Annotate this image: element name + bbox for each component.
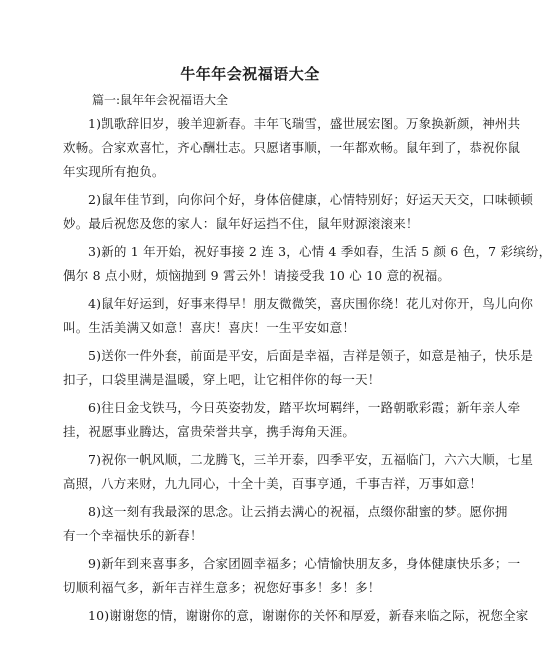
paragraph-line: 1)凯歌辞旧岁，骏羊迎新春。丰年飞瑞雪，盛世展宏图。万象换新颜，神州共 — [88, 116, 521, 131]
paragraph-line: 7)祝你一帆风顺，二龙腾飞，三羊开泰，四季平安，五福临门，六六大顺，七星 — [88, 452, 534, 467]
paragraph-6 — [63, 396, 521, 444]
section-title: 篇一:鼠年年会祝福语大全 — [92, 93, 229, 107]
paragraph-line: 欢畅。合家欢喜忙，齐心酬壮志。只愿诸事顺，一年都欢畅。鼠年到了，恭祝你鼠 — [63, 140, 521, 155]
document-title: 牛年年会祝福语大全 — [180, 65, 320, 83]
paragraph-line: 有一个幸福快乐的新春！ — [63, 528, 203, 543]
paragraph-line: 妙。最后祝您及您的家人：鼠年好运挡不住，鼠年财源滚滚来！ — [63, 216, 419, 231]
paragraph-8 — [63, 500, 508, 548]
paragraph-line: 8)这一刻有我最深的思念。让云捎去满心的祝福，点缀你甜蜜的梦。愿你拥 — [88, 504, 508, 519]
paragraph-7 — [63, 448, 534, 496]
paragraph-line: 5)送你一件外套，前面是平安，后面是幸福，吉祥是领子，如意是袖子，快乐是 — [88, 348, 534, 363]
paragraph-line: 挂，祝愿事业腾达，富贵荣誉共享，携手海角天涯。 — [63, 424, 356, 439]
paragraph-line: 9)新年到来喜事多，合家团圆幸福多；心情愉快朋友多，身体健康快乐多；一 — [88, 556, 521, 571]
paragraph-line: 偶尔 8 点小财，烦恼抛到 9 霄云外！请接受我 10 心 10 意的祝福。 — [63, 268, 451, 283]
paragraph-list — [63, 112, 551, 652]
paragraph-line: 扣子，口袋里满是温暖，穿上吧，让它相伴你的每一天！ — [63, 372, 381, 387]
paragraph-line: 叫。生活美满又如意！喜庆！喜庆！一生平安如意！ — [63, 320, 356, 335]
paragraph-line: 高照，八方来财，九九同心，十全十美，百事亨通，千事吉祥，万事如意！ — [63, 476, 483, 491]
paragraph-3 — [63, 240, 551, 288]
paragraph-line: 6)往日金戈铁马，今日英姿勃发，踏平坎坷羁绊，一路朝歌彩霞；新年亲人牵 — [88, 400, 521, 415]
paragraph-4 — [63, 292, 534, 340]
paragraph-10 — [63, 604, 529, 652]
paragraph-line: 4)鼠年好运到，好事来得早！朋友微微笑，喜庆围你绕！花儿对你开，鸟儿向你 — [88, 296, 534, 311]
paragraph-line: 3)新的 1 年开始，祝好事接 2 连 3，心情 4 季如春，生活 5 颜 6 色，7 彩缤纷， — [88, 244, 551, 259]
paragraph-2 — [63, 188, 534, 236]
paragraph-line: 2)鼠年佳节到，向你问个好，身体倍健康，心情特别好；好运天天交，口味顿顿 — [88, 192, 534, 207]
paragraph-5 — [63, 344, 534, 392]
paragraph-line: 10)谢谢您的情，谢谢你的意，谢谢你的关怀和厚爱，新春来临之际，祝您全家 — [88, 608, 529, 623]
paragraph-1 — [63, 112, 521, 184]
paragraph-line: 年实现所有抱负。 — [63, 164, 165, 179]
paragraph-9 — [63, 552, 521, 600]
paragraph-line: 切顺利福气多，新年吉祥生意多；祝您好事多！多！多！ — [63, 580, 381, 595]
